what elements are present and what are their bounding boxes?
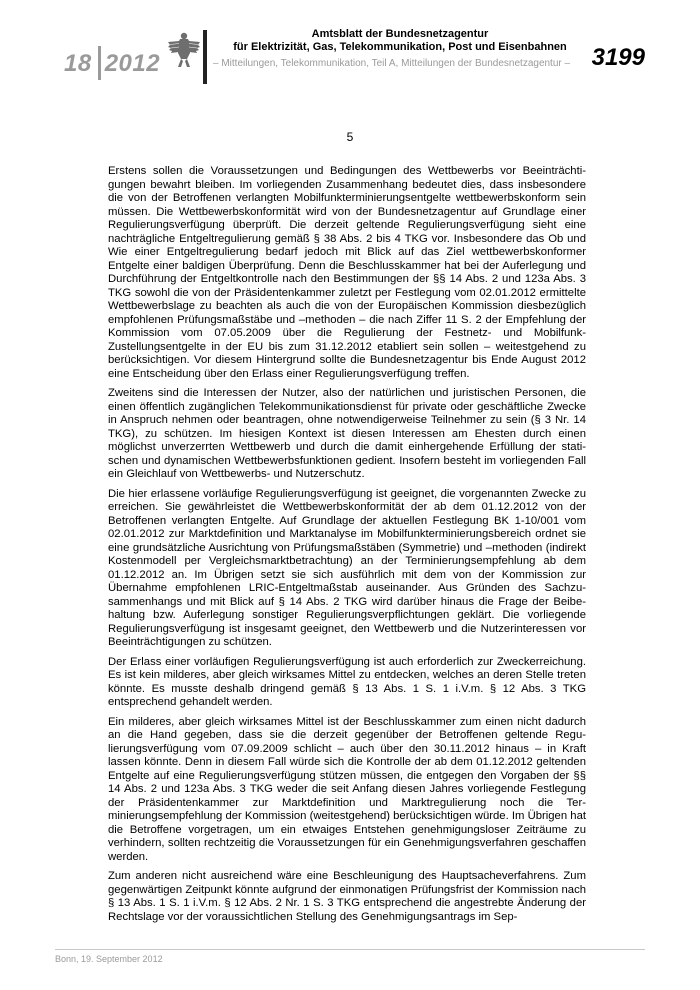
gazette-title xyxy=(210,28,590,54)
gazette-subtitle: – Mitteilungen, Telekommunikation, Teil A, Mitteilungen der Bundesnetzagentur – xyxy=(213,58,571,69)
footer-divider xyxy=(55,949,645,950)
footer-date: Bonn, 19. September 2012 xyxy=(55,954,163,964)
paragraph: Ein milderes, aber gleich wirksames Mittel ist der Beschlusskammer zum einen nicht dadurch an die Hand gegeben, dass sie die derzeit gegenüber der Betroffenen geltende Regulierungsverfügung vom 07.09.2009 schlicht – auch über den 30.11.2012 hinaus – in Kraft lassen könnte. Denn in diesem Fall würde sich die Kontrolle der ab dem 01.12.2012 geltenden Entgelte auf eine Regulierungsverfügung stützen müssen, die entgegen den Vorgaben der §§ 14 Abs. 2 und 123a Abs. 3 TKG weder die seit Anfang diesen Jahres vorliegende Festlegung der Präsidentenkammer zur Marktdefinition und Marktregulierung noch die Terminierungsempfehlung der Kommission (weitestgehend) berücksichtigen würde. Im Übrigen hat die Betroffene vorgetragen, um ein etwaiges Entstehen genehmigungsloser Zeiträume zu verhindern, sollten rechtzeitig die Voraussetzungen für ein Genehmigungsverfahren geschaffen werden. xyxy=(108,715,586,863)
paragraph: Erstens sollen die Voraussetzungen und Bedingungen des Wettbewerbs vor Beeinträchtigungen bewahrt bleiben. Im vorliegenden Zusammenhang bedeutet dies, dass insbesondere die von der Betroffenen verlangten Mobilfunkterminierungsentgelte wettbewerbskonform sein müssen. Die Wettbewerbskonformität wird von der Bundesnetzagentur auf Grundlage einer Regulierungsverfügung überprüft. Die derzeit geltende Regulierungsverfügung sieht eine nachträgliche Entgeltregulierung gemäß § 38 Abs. 2 bis 4 TKG vor. Insbesondere das Ob und Wie einer Entgeltregulierung bedarf jedoch mit Blick auf das Ziel wettbewerbskonformer Entgelte einer baldigen Überprüfung. Denn die Beschlusskammer hat bei der Auferlegung und Durchführung der Entgeltkontrolle nach den Bestimmungen der §§ 14 Abs. 2 und 123a Abs. 3 TKG sowohl die von der Präsidentenkammer zuletzt per Festlegung vom 02.01.2012 ermittelte Wettbewerbslage zu beachten als auch die von der Europäischen Kommission diesbezüglich empfohlenen Prüfungsmaßstäbe und –methoden – die nach Ziffer 11 S. 2 der Empfehlung der Kommission vom 07.05.2009 über die Regulierung der Festnetz- und Mobilfunk-Zustellungsentgelte in der EU bis zum 31.12.2012 etabliert sein sollen – weitestgehend zu berücksichtigen. Vor diesem Hintergrund sollte die Bundesnetzagentur bis Ende August 2012 eine Entscheidung über den Erlass einer Regulierungsverfügung treffen. xyxy=(108,165,586,380)
gazette-title-line-2: für Elektrizität, Gas, Telekommunikation, Post und Eisenbahnen xyxy=(233,41,567,53)
paragraph: Zum anderen nicht ausreichend wäre eine Beschleunigung des Hauptsacheverfahrens. Zum gegenwärtigen Zeitpunkt könnte aufgrund der einmonatigen Prüfungsfrist der Kommission nach § 13 Abs. 1 S. 1 i.V.m. § 12 Abs. 2 Nr. 1 S. 3 TKG entsprechend die angestrebte Änderung der Rechtslage vor der voraussichtlichen Stellung des Genehmigungsantrags im Sep- xyxy=(108,870,586,923)
issue-number xyxy=(64,46,160,80)
gazette-title-line-1: Amtsblatt der Bundesnetzagentur xyxy=(311,28,489,40)
body-text xyxy=(108,165,586,930)
internal-page-number: 5 xyxy=(346,130,354,144)
paragraph: Die hier erlassene vorläufige Regulierungsverfügung ist geeignet, die vorgenannten Zwecke zu erreichen. Sie gewährleistet die Wettbewerbskonformität der ab dem 01.12.2012 von der Betroffenen verlangten Entgelte. Auf Grundlage der aktuellen Festlegung BK 1-10/001 vom 02.01.2012 zur Marktdefinition und Marktanalyse im Mobilfunkterminierungsbereich ordnet sie eine grundsätzliche Ausrichtung von Prüfungsmaßstäben (Symmetrie) und –methoden (indirekt Kostenmodell per Vergleichsmarktbetrachtung) an der Terminierungsempfehlung ab dem 01.12.2012 an. Im Übrigen setzt sie sich ausführlich mit dem von der Kommission zur Übernahme empfohlenen LRIC-Entgeltmaßstab auseinander. Aus Gründen des Sachzusammenhangs und mit Blick auf § 14 Abs. 2 TKG wird darüber hinaus die Frage der Beibehaltung bzw. Auferlegung sonstiger Regulierungsverpflichtungen geklärt. Die vorliegende Regulierungsverfügung ist insgesamt geeignet, den Wettbewerb und die Nutzerinteressen vor Beeinträchtigungen zu schützen. xyxy=(108,487,586,648)
issue-separator xyxy=(98,46,101,80)
header-divider xyxy=(203,30,207,84)
paragraph: Der Erlass einer vorläufigen Regulierungsverfügung ist auch erforderlich zur Zweckerreichung. Es ist kein milderes, aber gleich wirksames Mittel zu entdecken, welches an deren Stelle treten könnte. Es musste deshalb dringend gemäß § 13 Abs. 1 S. 1 i.V.m. § 12 Abs. 3 TKG entsprechend gehandelt werden. xyxy=(108,655,586,708)
issue-label: 18 xyxy=(64,50,92,77)
page-number: 3199 xyxy=(591,44,645,71)
federal-eagle-icon xyxy=(166,30,202,70)
paragraph: Zweitens sind die Interessen der Nutzer, also der natürlichen und juristischen Personen, die einen öffentlich zugänglichen Telekommunikationsdienst für private oder geschäftliche Zwecke in Anspruch nehmen oder beantragen, ohne notwendigerweise Teilnehmer zu sein (§ 3 Nr. 14 TKG), zu schützen. Im hiesigen Kontext ist diesen Interessen am Ehesten durch einen möglichst unverzerrten Wettbewerb und durch die damit einhergehende Erfüllung der statischen und dynamischen Wettbewerbsfunktionen gedient. Insofern besteht im vorliegenden Fall ein Gleichlauf von Wettbewerbs- und Nutzerschutz. xyxy=(108,387,586,480)
issue-year: 2012 xyxy=(104,50,161,77)
